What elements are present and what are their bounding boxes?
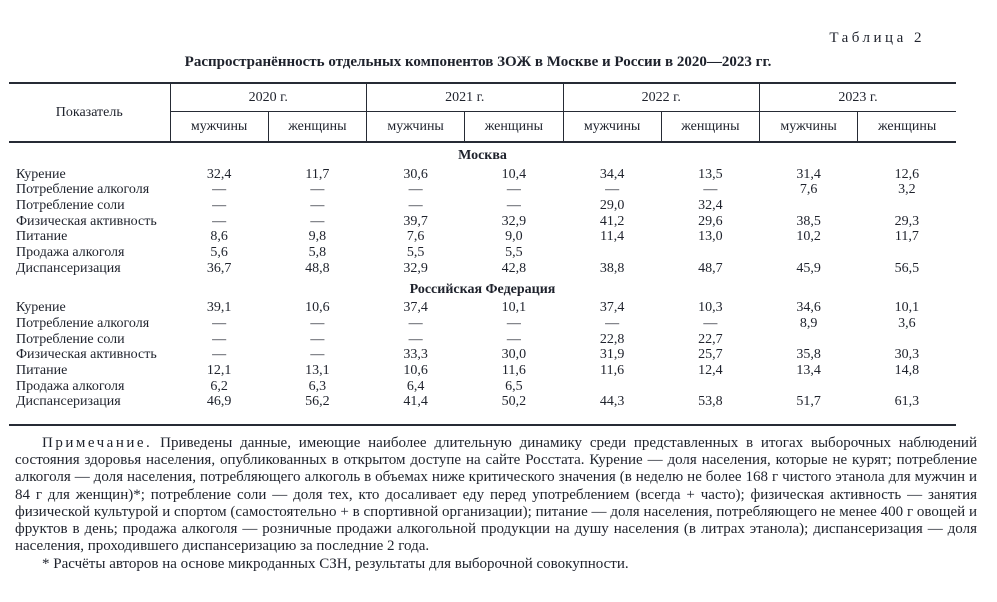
value-cell: 10,1 — [894, 300, 920, 316]
value-cell: 5,5 — [505, 244, 523, 260]
value-cell: 9,8 — [308, 229, 327, 245]
value-cell: 11,6 — [501, 363, 526, 379]
value-cell: 5,8 — [308, 244, 327, 260]
table-row — [9, 348, 956, 364]
column-header-women-2021: женщины — [465, 112, 563, 143]
table-row — [9, 317, 956, 333]
value-cell: — — [408, 182, 423, 198]
indicator-label: Продажа алкоголя — [16, 378, 125, 394]
value-cell: 29,3 — [894, 213, 920, 229]
value-cell: — — [506, 316, 521, 331]
value-cell: 5,5 — [406, 244, 425, 260]
value-cell: 13,5 — [698, 166, 723, 182]
value-cell: 7,6 — [799, 182, 818, 198]
value-cell: — — [506, 331, 521, 347]
value-cell: — — [506, 197, 521, 213]
value-cell — [661, 245, 759, 261]
value-cell: 34,4 — [599, 166, 625, 182]
section-title-row — [9, 142, 956, 167]
value-cell: — — [212, 213, 227, 229]
value-cell: 36,7 — [206, 260, 232, 276]
value-cell: 50,2 — [501, 394, 527, 410]
hls-components-table — [9, 82, 956, 426]
value-cell: — — [605, 316, 620, 331]
value-cell: 6,3 — [308, 378, 327, 394]
value-cell: 13,0 — [698, 229, 723, 245]
value-cell: 46,9 — [206, 394, 232, 410]
value-cell — [760, 245, 858, 261]
value-cell: — — [310, 316, 325, 331]
value-cell — [760, 332, 858, 348]
value-cell: 22,7 — [698, 331, 723, 347]
value-cell: — — [310, 182, 325, 198]
value-cell: 61,3 — [894, 394, 920, 410]
value-cell — [760, 379, 858, 395]
value-cell: — — [310, 347, 325, 363]
value-cell: 13,1 — [305, 363, 330, 379]
note-body: Приведены данные, имеющие наиболее длительную динамику среди представленных в итогах выборочных наблюдений состояния здоровья населения, опубликованных в открытом доступе на сайте Росстата. Курение — доля населения, которые не курят; потребление алкоголя — доля населения, потребляющего алкоголь в объемах ниже критического значения (в неделю не более 168 г чистого этанола для мужчин и 84 г для женщин)*; потребление соли — доля тех, кто досаливает еду перед употреблением (всегда + часто); физическая активность — занятия физической культурой и спортом (самостоятельно + в спортивной организации); питание — доля населения, потребляющего не менее 400 г овощей и фруктов в день; продажа алкоголя — розничные продажи алкогольной продукции на душу населения (в литрах этанола); диспансеризация — доля населения, проходившего диспансеризацию за последние 2 года. — [15, 434, 977, 555]
value-cell: 30,6 — [403, 166, 428, 182]
value-cell: 11,6 — [600, 363, 625, 379]
indicator-label: Диспансеризация — [16, 394, 121, 410]
value-cell: 10,6 — [305, 300, 330, 316]
value-cell: 42,8 — [501, 260, 527, 276]
value-cell: 10,4 — [501, 166, 527, 182]
indicator-label: Курение — [16, 300, 66, 316]
value-cell: 32,4 — [698, 197, 723, 213]
value-cell: 6,4 — [406, 378, 425, 394]
indicator-label: Потребление алкоголя — [16, 316, 150, 331]
value-cell: 6,2 — [210, 378, 228, 394]
value-cell: 10,3 — [698, 300, 723, 316]
column-header-women-2022: женщины — [661, 112, 759, 143]
value-cell: — — [310, 213, 325, 229]
value-cell: 9,0 — [505, 229, 523, 245]
value-cell: 30,0 — [501, 347, 527, 363]
value-cell: 11,7 — [894, 229, 919, 245]
indicator-label: Потребление соли — [16, 331, 125, 347]
table-header — [9, 83, 956, 142]
value-cell: 32,9 — [403, 260, 428, 276]
value-cell: 53,8 — [698, 394, 723, 410]
value-cell: 25,7 — [698, 347, 723, 363]
value-cell: 56,5 — [894, 260, 920, 276]
value-cell: 8,9 — [799, 316, 818, 331]
table-note — [15, 435, 977, 573]
value-cell: 11,7 — [305, 166, 330, 182]
indicator-label: Потребление соли — [16, 197, 125, 213]
value-cell: — — [212, 182, 227, 198]
value-cell: 8,6 — [210, 229, 228, 245]
column-header-women-2020: женщины — [268, 112, 366, 143]
value-cell: — — [212, 197, 227, 213]
indicator-label: Физическая активность — [16, 213, 157, 229]
table-row — [9, 230, 956, 246]
value-cell: 48,8 — [305, 260, 330, 276]
value-cell: 12,4 — [698, 363, 723, 379]
value-cell — [760, 198, 858, 214]
column-header-year-2023: 2023 г. — [760, 83, 957, 112]
value-cell: 29,0 — [599, 197, 625, 213]
value-cell: 45,9 — [796, 260, 821, 276]
value-cell: 10,1 — [501, 300, 527, 316]
value-cell: 39,7 — [403, 213, 428, 229]
value-cell: 35,8 — [796, 347, 821, 363]
table-row — [9, 301, 956, 317]
column-header-year-2021: 2021 г. — [367, 83, 564, 112]
column-header-men-2022: мужчины — [563, 112, 661, 143]
column-header-men-2020: мужчины — [170, 112, 268, 143]
value-cell: — — [212, 331, 227, 347]
column-header-indicator: Показатель — [9, 83, 170, 142]
indicator-label: Продажа алкоголя — [16, 244, 125, 260]
indicator-label: Диспансеризация — [16, 260, 121, 276]
column-header-year-2022: 2022 г. — [563, 83, 760, 112]
value-cell: 10,6 — [403, 363, 428, 379]
value-cell: 32,4 — [206, 166, 232, 182]
value-cell: 3,6 — [898, 316, 916, 331]
section-title-row — [9, 277, 956, 301]
value-cell: — — [212, 316, 227, 331]
value-cell: — — [703, 182, 718, 198]
value-cell: 31,9 — [599, 347, 625, 363]
value-cell: — — [212, 347, 227, 363]
indicator-label: Курение — [16, 166, 66, 182]
value-cell — [858, 245, 956, 261]
value-cell: — — [408, 331, 423, 347]
value-cell: 38,8 — [599, 260, 625, 276]
value-cell: 22,8 — [599, 331, 625, 347]
table-number-label: Таблица 2 — [829, 30, 925, 46]
value-cell: 5,6 — [210, 244, 228, 260]
value-cell: — — [310, 197, 325, 213]
column-header-year-2020: 2020 г. — [170, 83, 367, 112]
indicator-label: Потребление алкоголя — [16, 182, 150, 198]
section-title: Российская Федерация — [409, 282, 556, 298]
value-cell: 13,4 — [796, 363, 821, 379]
value-cell: — — [310, 331, 325, 347]
value-cell — [563, 245, 661, 261]
value-cell: — — [703, 316, 718, 331]
value-cell: 7,6 — [406, 229, 425, 245]
table-row — [9, 198, 956, 214]
value-cell: 32,9 — [501, 213, 527, 229]
value-cell: — — [408, 197, 423, 213]
value-cell: 48,7 — [698, 260, 723, 276]
table-row — [9, 364, 956, 380]
value-cell: 33,3 — [403, 347, 428, 363]
table-row — [9, 332, 956, 348]
column-header-men-2021: мужчины — [367, 112, 465, 143]
table-section — [9, 142, 956, 277]
table-section — [9, 277, 956, 425]
value-cell: 14,8 — [894, 363, 920, 379]
note-paragraph — [15, 435, 977, 556]
table-row — [9, 183, 956, 199]
value-cell: 12,1 — [206, 363, 232, 379]
value-cell: 44,3 — [599, 394, 625, 410]
footnote: * Расчёты авторов на основе микроданных СЗН, результаты для выборочной совокупности. — [42, 555, 629, 572]
value-cell: 38,5 — [796, 213, 821, 229]
table-row — [9, 379, 956, 395]
value-cell: 30,3 — [894, 347, 920, 363]
value-cell: 6,5 — [505, 378, 523, 394]
value-cell: 56,2 — [305, 394, 330, 410]
column-header-women-2023: женщины — [858, 112, 956, 143]
value-cell: 10,2 — [796, 229, 821, 245]
value-cell — [858, 332, 956, 348]
value-cell: 11,4 — [600, 229, 625, 245]
value-cell — [661, 379, 759, 395]
value-cell: 41,4 — [403, 394, 428, 410]
value-cell: 31,4 — [796, 166, 821, 182]
value-cell: — — [605, 182, 620, 198]
year-header-row — [9, 83, 956, 112]
value-cell: 37,4 — [599, 300, 625, 316]
table-row — [9, 395, 956, 425]
value-cell — [858, 379, 956, 395]
note-label: Примечание. — [42, 434, 153, 451]
value-cell: 39,1 — [206, 300, 232, 316]
value-cell: — — [506, 182, 521, 198]
value-cell: — — [408, 316, 423, 331]
value-cell: 51,7 — [796, 394, 821, 410]
indicator-label: Физическая активность — [16, 347, 157, 363]
value-cell — [563, 379, 661, 395]
value-cell: 34,6 — [796, 300, 821, 316]
value-cell: 29,6 — [698, 213, 723, 229]
value-cell — [858, 198, 956, 214]
indicator-label: Питание — [16, 363, 68, 379]
section-title: Москва — [458, 148, 507, 164]
table-row — [9, 261, 956, 277]
table-row — [9, 167, 956, 183]
column-header-men-2023: мужчины — [760, 112, 858, 143]
table-title: Распространённость отдельных компонентов ЗОЖ в Москве и России в 2020—2023 гг. — [184, 54, 772, 70]
value-cell: 12,6 — [894, 166, 920, 182]
table-row — [9, 214, 956, 230]
indicator-label: Питание — [16, 229, 68, 245]
value-cell: 37,4 — [403, 300, 428, 316]
value-cell: 41,2 — [599, 213, 625, 229]
table-row — [9, 245, 956, 261]
value-cell: 3,2 — [898, 182, 916, 198]
